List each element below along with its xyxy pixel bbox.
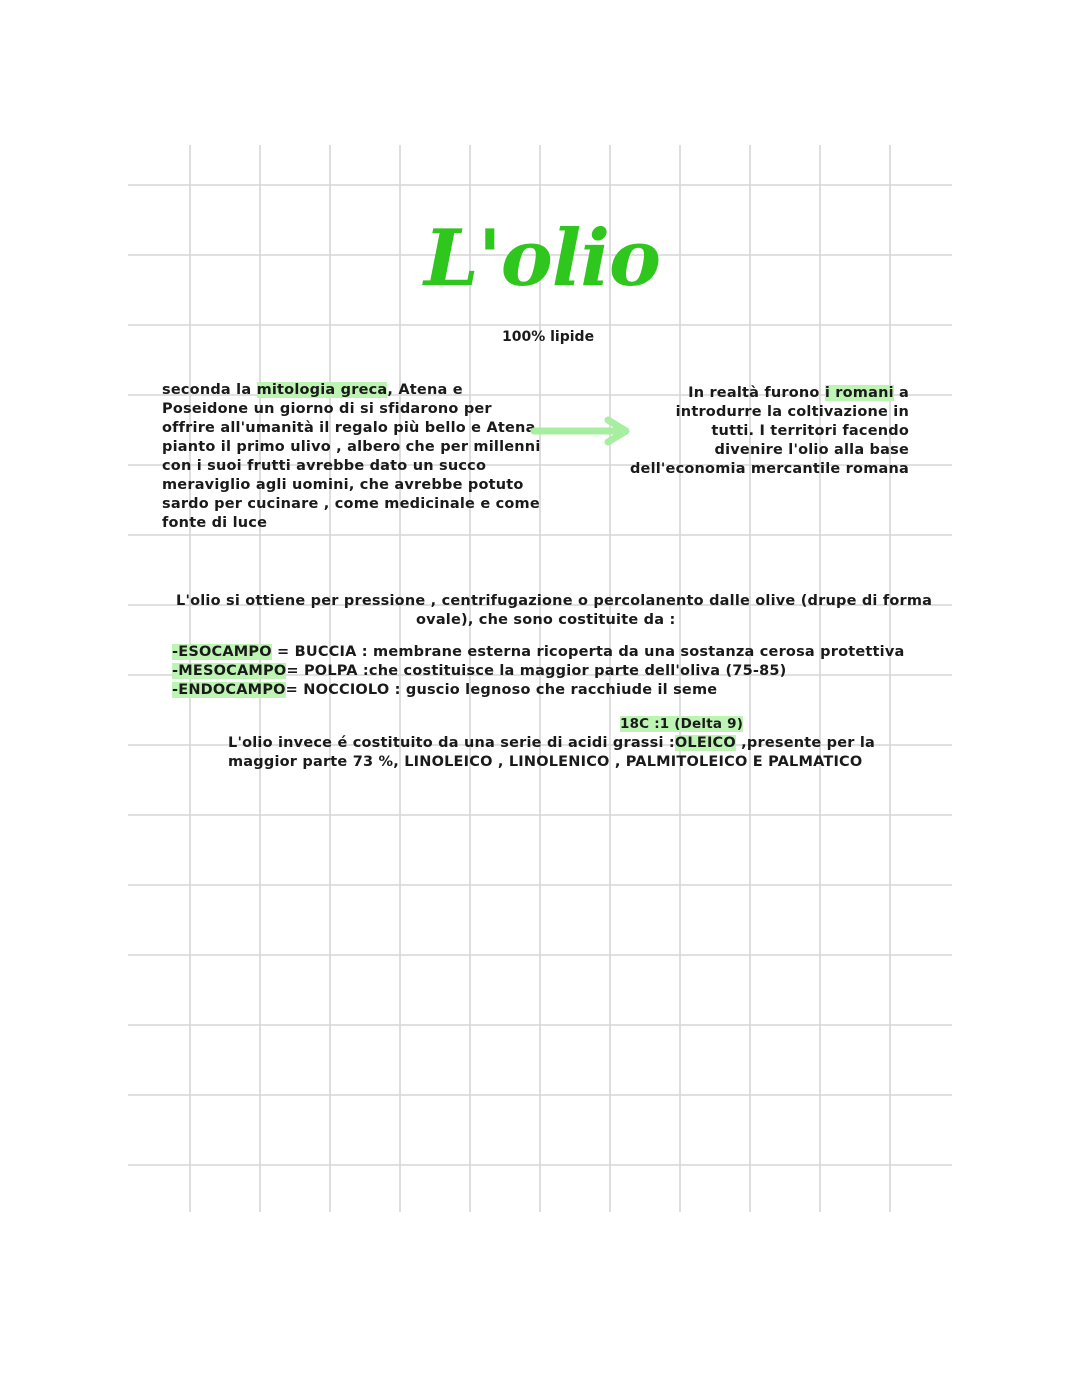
- layer-term: -ESOCAMPO: [172, 644, 272, 660]
- romans-line: divenire l'olio alla base: [714, 442, 909, 458]
- production-line-2: ovale), che sono costituite da :: [416, 612, 676, 628]
- myth-line: Poseidone un giorno di si sfidarono per: [162, 401, 492, 417]
- highlight-romani: i romani: [824, 385, 894, 401]
- romans-line: dell'economia mercantile romana: [629, 461, 909, 477]
- myth-line: offrire all'umanità il regalo più bello e Atena: [162, 420, 536, 436]
- myth-line: con i suoi frutti avrebbe dato un succo: [162, 458, 487, 474]
- highlight-oleico: OLEICO: [674, 735, 736, 751]
- list-item: -ENDOCAMPO= NOCCIOLO : guscio legnoso che racchiude il seme: [172, 682, 718, 698]
- acids-line-1: L'olio invece é costituito da una serie di acidi grassi :OLEICO ,presente per la: [228, 735, 876, 751]
- subtitle: 100% lipide: [502, 329, 595, 345]
- myth-line: meraviglio agli uomini, che avrebbe potuto: [162, 477, 524, 493]
- page-title: L'olio: [424, 213, 661, 304]
- myth-line: pianto il primo ulivo , albero che per millenni: [162, 439, 541, 455]
- romans-line: In realtà furono i romani a: [688, 385, 909, 401]
- acid-note: 18C :1 (Delta 9): [620, 716, 744, 732]
- list-item: -ESOCAMPO = BUCCIA : membrane esterna ricoperta da una sostanza cerosa protettiva: [172, 644, 905, 660]
- production-line-1: L'olio si ottiene per pressione , centrifugazione o percolanento dalle olive (drupe di forma: [176, 593, 933, 609]
- romans-line: tutti. I territori facendo: [711, 423, 909, 439]
- myth-line: sardo per cucinare , come medicinale e come: [162, 496, 540, 512]
- myth-line: seconda la mitologia greca, Atena e: [162, 382, 463, 398]
- list-item: -MESOCAMPO= POLPA :che costituisce la maggior parte dell'oliva (75-85): [172, 663, 787, 679]
- acids-line-2: maggior parte 73 %, LINOLEICO , LINOLENICO , PALMITOLEICO E PALMATICO: [228, 754, 863, 770]
- romans-line: introdurre la coltivazione in: [675, 404, 909, 420]
- arrow-right-icon: [528, 415, 638, 447]
- layer-term: -ENDOCAMPO: [172, 682, 286, 698]
- myth-line: fonte di luce: [162, 515, 268, 531]
- highlight-mitologia: mitologia greca: [256, 382, 388, 398]
- layer-term: -MESOCAMPO: [172, 663, 287, 679]
